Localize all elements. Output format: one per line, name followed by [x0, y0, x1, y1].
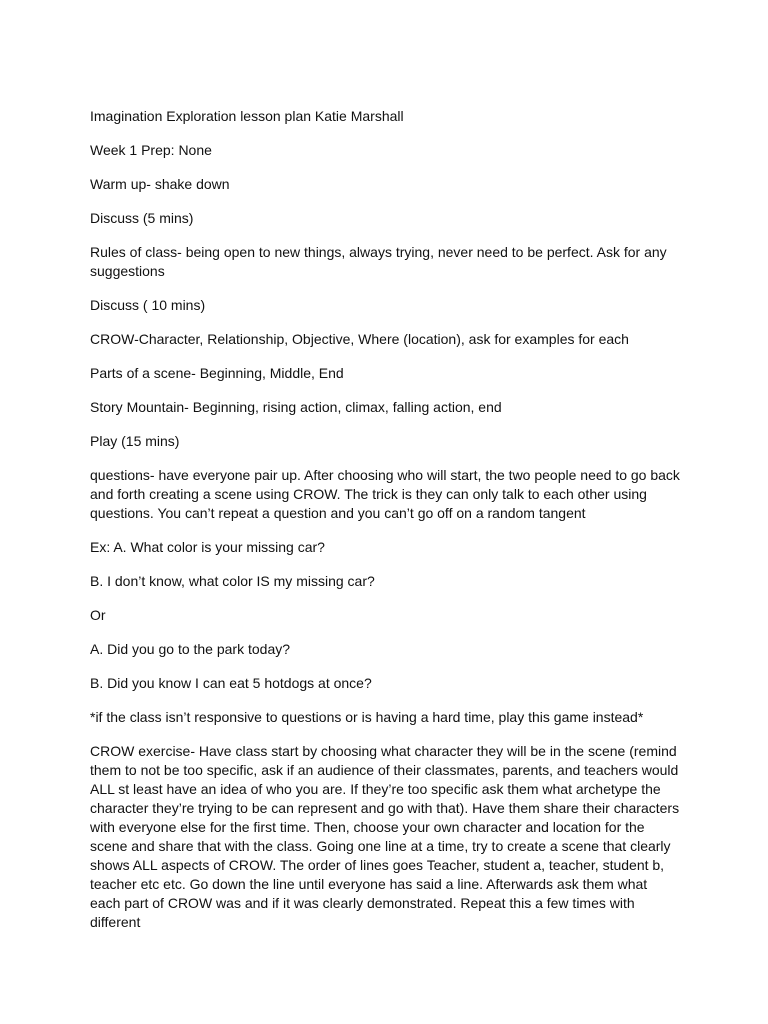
paragraph-crow-exercise: CROW exercise- Have class start by choosing what character they will be in the scene (remind them to not be too specific, ask if an audience of their classmates, parents, and teachers would ALL st least have an idea of who you are. If they’re too specific ask them what archetype the character they’re trying to be can represent and go with that). Have them share their characters with everyone else for the first time. Then, choose your own character and location for the scene and share that with the class. Going one line at a time, try to create a scene that clearly shows ALL aspects of CROW. The order of lines goes Teacher, student a, teacher, student b, teacher etc etc. Go down the line until everyone has said a line. Afterwards ask them what each part of CROW was and if it was clearly demonstrated. Repeat this a few times with different	[90, 743, 680, 930]
paragraph-example-b1: B. I don’t know, what color IS my missing car?	[90, 573, 375, 589]
paragraph-example-b2: B. Did you know I can eat 5 hotdogs at once?	[90, 675, 372, 691]
paragraph-example-a2: A. Did you go to the park today?	[90, 641, 291, 657]
document-body	[90, 107, 680, 947]
paragraph-discuss-5: Discuss (5 mins)	[90, 210, 194, 226]
paragraph-or: Or	[90, 607, 106, 623]
paragraph-warm-up: Warm up- shake down	[90, 176, 230, 192]
paragraph-questions-game: questions- have everyone pair up. After choosing who will start, the two people need to go back and forth creating a scene using CROW. The trick is they can only talk to each other using questions. You can’t repeat a question and you can’t go off on a random tangent	[90, 467, 680, 521]
paragraph-discuss-10: Discuss ( 10 mins)	[90, 297, 206, 313]
document-title: Imagination Exploration lesson plan Katie Marshall	[90, 108, 404, 124]
paragraph-crow: CROW-Character, Relationship, Objective, Where (location), ask for examples for each	[90, 331, 629, 347]
paragraph-alternate-note: *if the class isn’t responsive to questions or is having a hard time, play this game instead*	[90, 709, 644, 725]
paragraph-parts-of-scene: Parts of a scene- Beginning, Middle, End	[90, 365, 344, 381]
paragraph-rules: Rules of class- being open to new things, always trying, never need to be perfect. Ask for any suggestions	[90, 244, 667, 279]
paragraph-play: Play (15 mins)	[90, 433, 180, 449]
paragraph-story-mountain: Story Mountain- Beginning, rising action, climax, falling action, end	[90, 399, 502, 415]
paragraph-example-a1: Ex: A. What color is your missing car?	[90, 539, 325, 555]
paragraph-week-prep: Week 1 Prep: None	[90, 142, 212, 158]
